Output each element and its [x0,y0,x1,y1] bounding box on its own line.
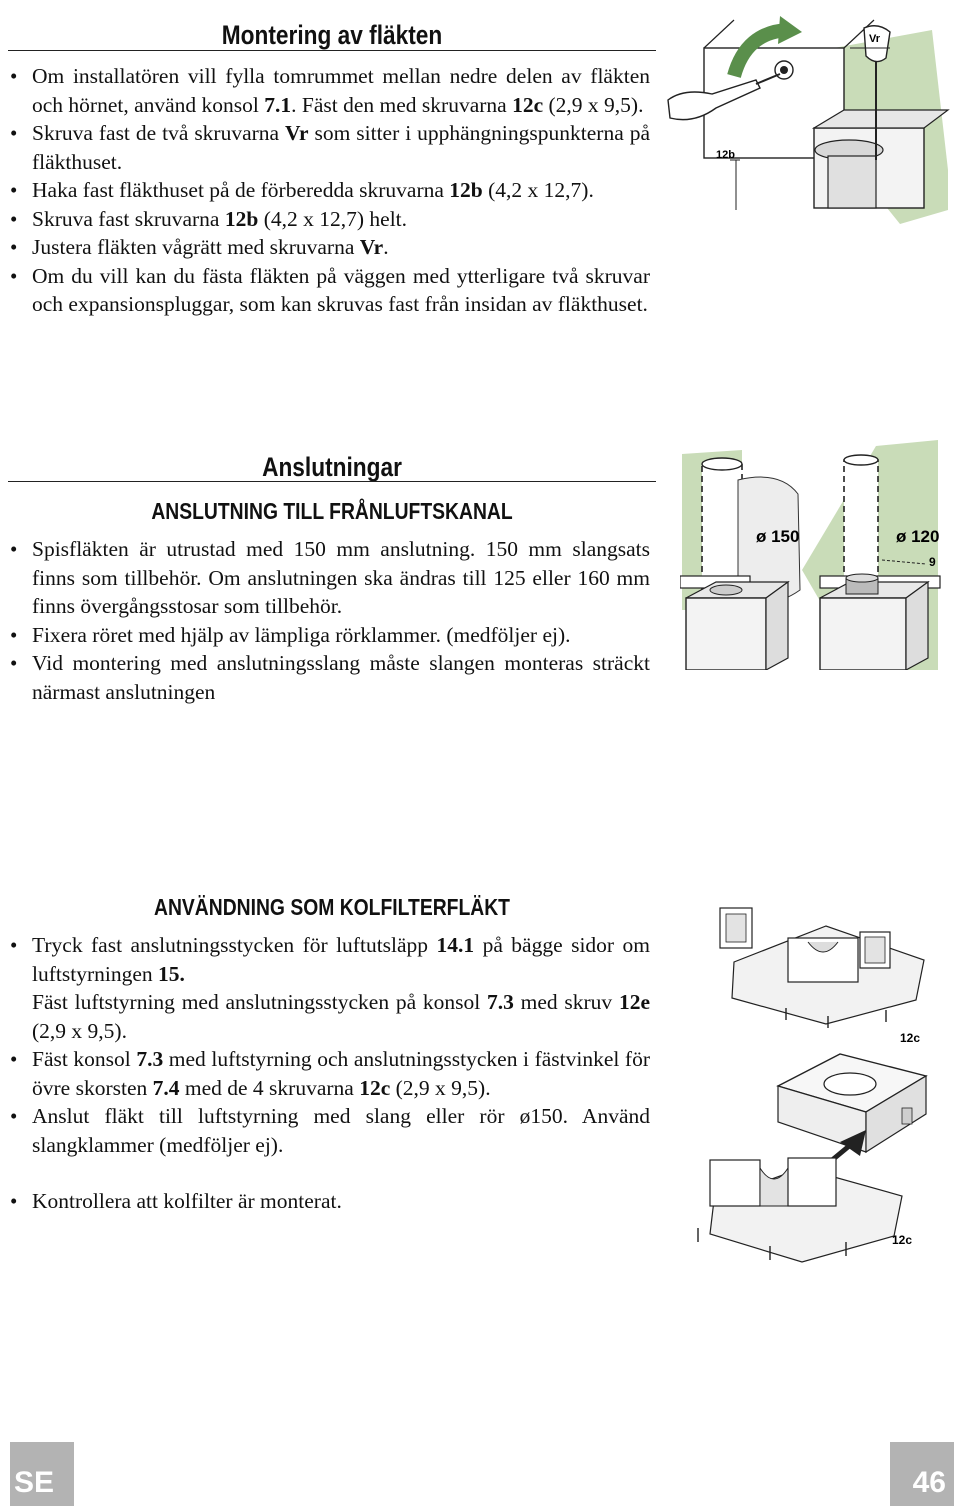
section-title-connections: Anslutningar [262,452,402,482]
label-12b: 12b [716,149,735,161]
bold-ref: Vr [285,121,309,145]
bold-ref: 15. [158,961,185,986]
text-run: Om du vill kan du fästa fläkten på väggen med ytterligare två skruvar och expansionspluggar, som kan skruvas fast från insidan av fläkthuset. [32,263,650,316]
text-run: på bägge sidor om luftstyrningen [32,933,650,986]
text-run: Tryck fast anslutningsstycken för luftutsläpp [32,933,437,957]
bold-ref: 7.3 [136,1047,164,1071]
text-run: (4,2 x 12,7). [482,178,594,202]
text-run: (4,2 x 12,7) helt. [258,206,408,231]
bold-ref: Vr [359,235,384,259]
text-run: som sitter i upphängningspunkterna på fläkthuset. [32,121,650,174]
list-item [8,535,650,621]
bold-ref: 12c [512,92,544,117]
text-run: med de 4 skruvarna [179,1075,360,1100]
list-item [8,205,650,234]
text-run: Skruva fast skruvarna [32,206,225,231]
list-item [8,262,650,319]
section-rule-connections [8,481,656,482]
text-run: (2,9 x 9,5). [390,1075,491,1100]
bold-ref: 7.4 [152,1075,180,1100]
footer-language-badge [10,1442,74,1506]
list-item [8,176,650,205]
list-item [8,62,650,119]
list-item [8,233,650,262]
list-item [8,1102,650,1159]
charcoal-steps-list [8,931,650,1216]
label-12c-top: 12c [900,1031,921,1045]
text-run: Vid montering med anslutningsslang måste slangen monteras sträckt närmast anslutningen [32,651,650,704]
list-item [8,988,650,1045]
footer-language: SE [14,1466,55,1499]
text-run: Kontrollera att kolfilter är monterat. [32,1189,342,1213]
list-item [8,1187,650,1216]
text-run: (2,9 x 9,5). [543,92,644,117]
list-item [8,649,650,706]
text-run: Haka fast fläkthuset på de förberedda skruvarna [32,178,450,202]
section-title-mounting: Montering av fläkten [221,20,443,50]
text-run: Fixera röret med hjälp av lämpliga rörklammer. (medföljer ej). [32,622,571,647]
label-diameter-120: ø 120 [896,527,940,546]
bold-ref: 7.1 [264,92,292,117]
text-run: . Fäst den med skruvarna [291,92,513,117]
charcoal-figure [690,890,952,1274]
label-12c-bottom: 12c [892,1233,913,1247]
text-run: (2,9 x 9,5). [32,1018,127,1043]
footer-page-number: 46 [912,1466,946,1499]
text-run: Anslut fläkt till luftstyrning med slang eller rör ø150. Använd slangklammer (medföljer ej). [32,1104,650,1157]
mounting-steps-list [8,62,650,319]
footer-page-badge [890,1442,954,1506]
text-run: med luftstyrning och anslutningsstycken i fästvinkel för övre skorsten [32,1047,651,1100]
bold-ref: 12e [618,990,650,1014]
connections-steps-list [8,535,650,706]
bold-ref: 14.1 [436,933,475,957]
text-run: Spisfläkten är utrustad med 150 mm anslutning. 150 mm slangsats finns som tillbehör. Om anslutningen ska ändras till 125 eller 160 mm finns övergångsstosar som tillbehör. [32,537,650,618]
mounting-figure [664,10,954,240]
subsection-title-charcoal: ANVÄNDNING SOM KOLFILTERFLÄKT [154,894,510,920]
bold-ref: 12b [224,206,259,231]
subsection-title-exhaust: ANSLUTNING TILL FRÅNLUFTSKANAL [151,498,513,524]
text-run: . [383,235,389,259]
text-run: Fäst konsol [32,1047,137,1071]
text-run: Fäst luftstyrning med anslutningsstycken på konsol [32,990,487,1014]
label-9: 9 [929,555,936,569]
list-item [8,119,650,176]
label-diameter-150: ø 150 [756,527,800,546]
list-item [8,621,650,650]
bold-ref: 12b [449,178,483,202]
list-item [8,931,650,988]
text-run: med skruv [513,990,619,1014]
text-run: Om installatören vill fylla tomrummet mellan nedre delen av fläkten och hörnet, använd konsol [32,64,650,117]
connections-figure [680,440,942,670]
bold-ref: 7.3 [487,990,514,1014]
list-item [8,1045,650,1102]
section-rule-mounting [8,50,656,51]
text-run: Skruva fast de två skruvarna [32,121,286,145]
bold-ref: 12c [359,1075,391,1100]
label-vr: Vr [869,33,881,45]
text-run: Justera fläkten vågrätt med skruvarna [32,235,360,259]
